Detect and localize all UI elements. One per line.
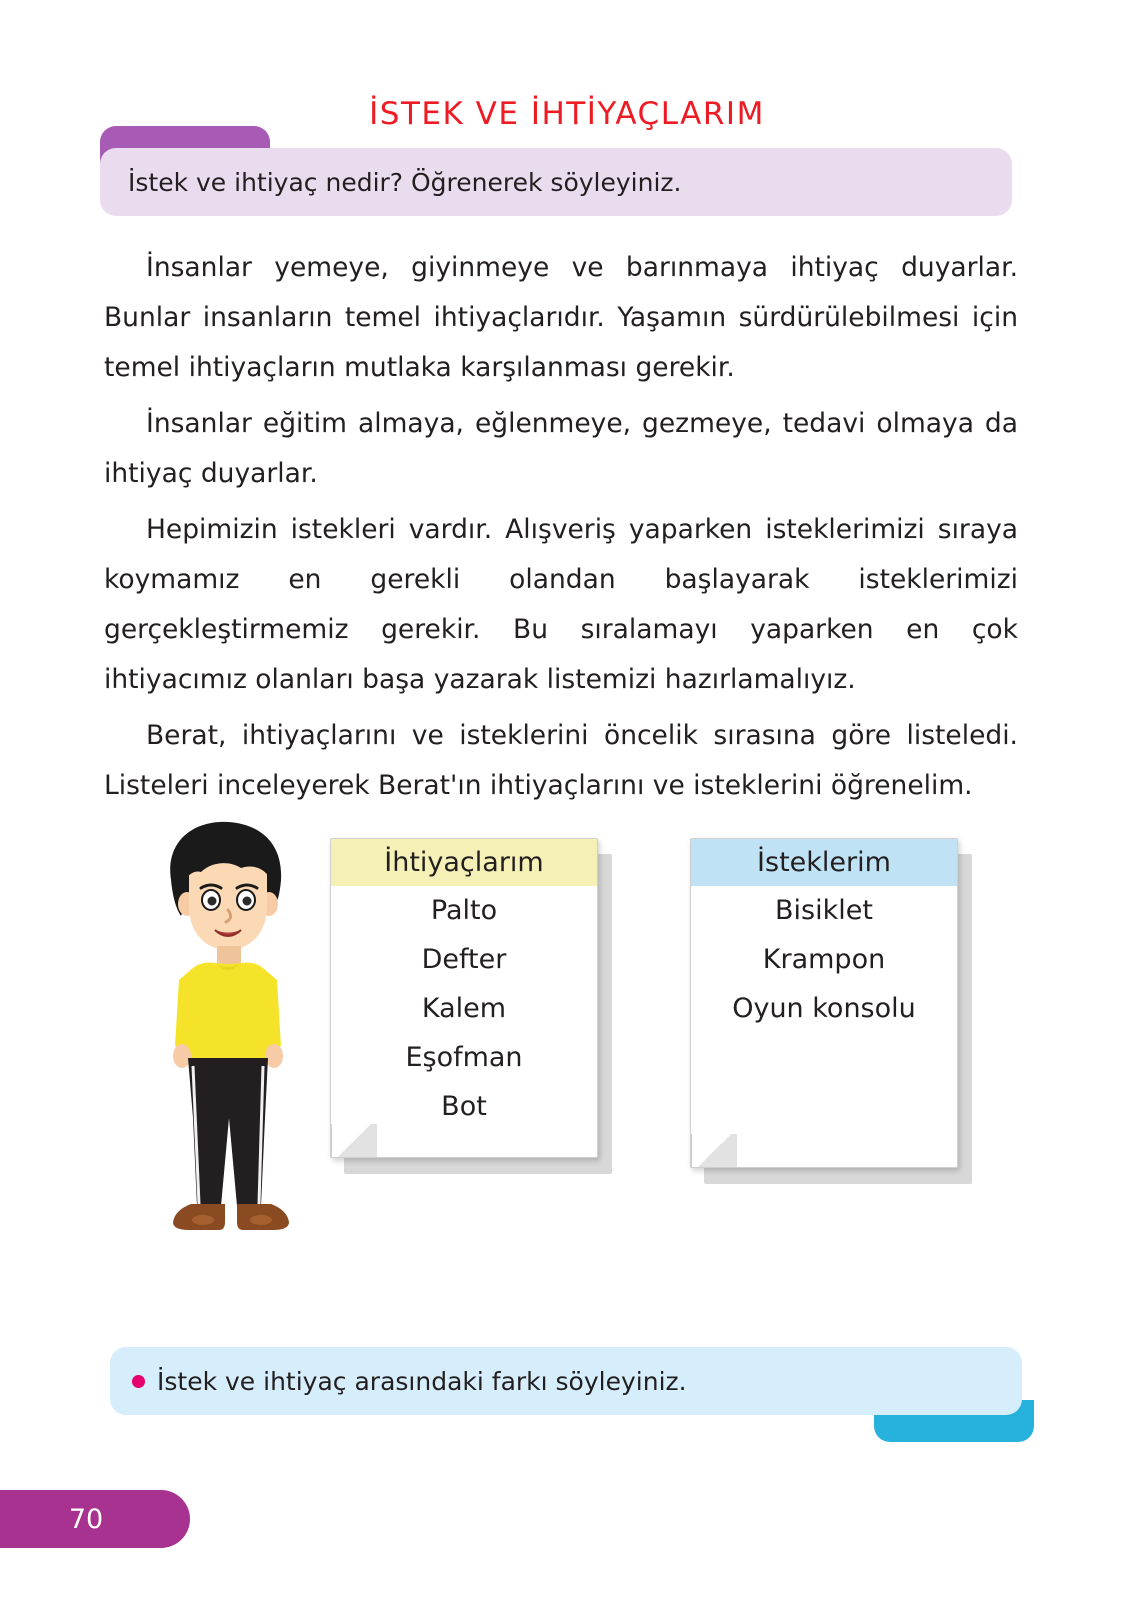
needs-note-body [330, 838, 598, 1158]
wants-item: Bisiklet [775, 895, 873, 926]
bullet-icon [132, 1375, 145, 1388]
wants-note-card [690, 838, 958, 1168]
prompt-box [100, 148, 1012, 216]
paragraph-1: İnsanlar yemeye, giyinmeye ve barınmaya ihtiyaç duyarlar. Bunlar insanların temel ihtiyaçlarıdır. Yaşamın sürdürülebilmesi için temel ihtiyaçların mutlaka karşılanması gerekir. [104, 252, 1018, 383]
needs-item: Defter [421, 944, 507, 975]
needs-item: Palto [430, 895, 498, 926]
wants-item: Oyun konsolu [732, 993, 916, 1024]
needs-item: Bot [441, 1091, 487, 1122]
page-curl-icon [691, 1134, 737, 1168]
needs-note-heading: İhtiyaçlarım [331, 839, 597, 886]
needs-item: Eşofman [405, 1042, 523, 1073]
body-text [104, 243, 1018, 817]
page-title: İSTEK VE İHTİYAÇLARIM [369, 96, 765, 132]
wants-note-heading: İsteklerim [691, 839, 957, 886]
wants-item: Krampon [762, 944, 886, 975]
page-number: 70 [68, 1503, 104, 1535]
page-curl-icon [331, 1124, 377, 1158]
question-box [110, 1347, 1022, 1415]
question-text: İstek ve ihtiyaç arasındaki farkı söyleyiniz. [157, 1366, 687, 1396]
boy-illustration [133, 818, 323, 1253]
paragraph-2: İnsanlar eğitim almaya, eğlenmeye, gezmeye, tedavi olmaya da ihtiyaç duyarlar. [104, 408, 1018, 489]
paragraph-4: Berat, ihtiyaçlarını ve isteklerini öncelik sırasına göre listeledi. Listeleri inceleyerek Berat'ın ihtiyaçlarını ve isteklerini öğrenelim. [104, 720, 1018, 801]
wants-note-spacer [691, 1033, 957, 1141]
wants-note-body [690, 838, 958, 1168]
prompt-text: İstek ve ihtiyaç nedir? Öğrenerek söyleyiniz. [128, 167, 682, 197]
needs-item: Kalem [421, 993, 507, 1024]
paragraph-3: Hepimizin istekleri vardır. Alışveriş yaparken isteklerimizi sıraya koymamız en gerekli olandan başlayarak isteklerimizi gerçekleştirmemiz gerekir. Bu sıralamayı yaparken en çok ihtiyacımız olanları başa yazarak listemizi hazırlamalıyız. [104, 514, 1018, 695]
needs-note-card [330, 838, 598, 1158]
